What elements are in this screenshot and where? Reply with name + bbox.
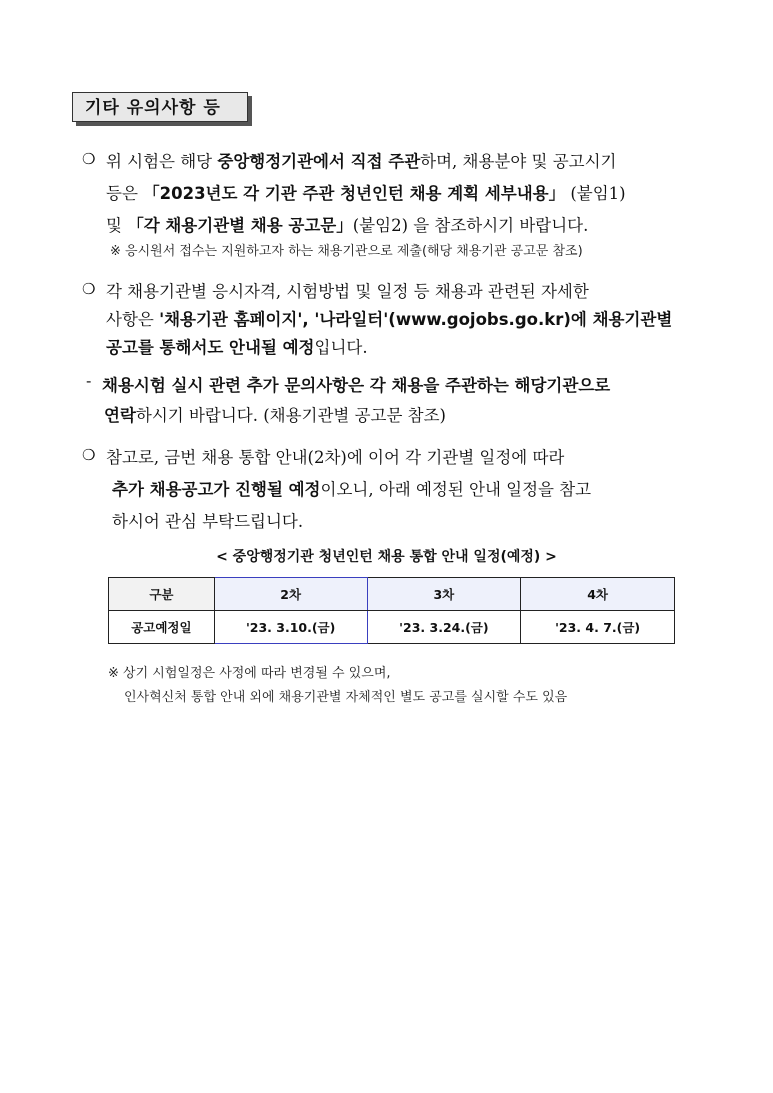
circle-bullet-icon: ❍ (82, 280, 96, 298)
section-title: 기타 유의사항 등 (72, 92, 248, 122)
p4-line-3: 하시어 관심 부탁드립니다. (112, 512, 304, 531)
p3-emphasis-1: 채용시험 실시 관련 추가 문의사항은 각 채용을 주관하는 해당기관으로 (102, 376, 611, 395)
schedule-table (108, 577, 675, 644)
p3-line-2: 연락하시기 바랍니다. (채용기관별 공고문 참조) (104, 406, 446, 425)
dash-bullet: - (86, 372, 92, 390)
table-header-cell: 4차 (521, 578, 675, 611)
footnote-line-1: ※ 상기 시험일정은 사정에 따라 변경될 수 있으며, (108, 666, 391, 681)
table-cell: 공고예정일 (109, 611, 215, 644)
p1-line-2: 등은 「2023년도 각 기관 주관 청년인턴 채용 계획 세부내용」 (붙임1) (106, 184, 626, 203)
p1-line-1: 위 시험은 해당 중앙행정기관에서 직접 주관하며, 채용분야 및 공고시기 (106, 152, 617, 171)
p3-emphasis-2: 연락 (104, 406, 136, 425)
table-cell: '23. 4. 7.(금) (521, 611, 675, 644)
p1-emphasis-3: 「각 채용기관별 채용 공고문」 (127, 216, 353, 235)
footnote-line-2: 인사혁신처 통합 안내 외에 채용기관별 자체적인 별도 공고를 실시할 수도 있음 (124, 690, 568, 705)
p1-emphasis-2: 「2023년도 각 기관 주관 청년인턴 채용 계획 세부내용」 (143, 184, 566, 203)
p2-line-2: 사항은 '채용기관 홈페이지', '나라일터'(www.gojobs.go.kr)에 채용기관별 (106, 310, 673, 329)
table-header-cell: 구분 (109, 578, 215, 611)
p4-line-1: 참고로, 금번 채용 통합 안내(2차)에 이어 각 기관별 일정에 따라 (106, 448, 565, 467)
circle-bullet-icon: ❍ (82, 150, 96, 168)
paragraph-2 (82, 278, 702, 378)
paragraph-4 (82, 444, 702, 544)
table-caption: < 중앙행정기관 청년인턴 채용 통합 안내 일정(예정) > (216, 549, 557, 565)
p2-line-3: 공고를 통해서도 안내될 예정입니다. (106, 338, 368, 357)
p3-line-1 (102, 372, 610, 396)
p2-line-1: 각 채용기관별 응시자격, 시험방법 및 일정 등 채용과 관련된 자세한 (106, 282, 589, 301)
table-row (109, 611, 675, 644)
table-cell: '23. 3.10.(금) (214, 611, 367, 644)
p1-line-3: 및 「각 채용기관별 채용 공고문」(붙임2) 을 참조하시기 바랍니다. (106, 216, 589, 235)
paragraph-3 (86, 372, 706, 432)
table-header-cell: 3차 (367, 578, 521, 611)
table-header-row (109, 578, 675, 611)
circle-bullet-icon: ❍ (82, 446, 96, 464)
p2-emphasis-1: '채용기관 홈페이지', '나라일터'(www.gojobs.go.kr)에 채용기관별 (159, 310, 673, 329)
p4-emphasis-1: 추가 채용공고가 진행될 예정 (112, 480, 321, 499)
p2-emphasis-2: 공고를 통해서도 안내될 예정 (106, 338, 315, 357)
p1-note: ※ 응시원서 접수는 지원하고자 하는 채용기관으로 제출(해당 채용기관 공고문 참조) (110, 244, 583, 259)
table-header-cell: 2차 (214, 578, 367, 611)
table-cell: '23. 3.24.(금) (367, 611, 521, 644)
p1-emphasis-1: 중앙행정기관에서 직접 주관 (217, 152, 421, 171)
p4-line-2: 추가 채용공고가 진행될 예정이오니, 아래 예정된 안내 일정을 참고 (112, 480, 592, 499)
